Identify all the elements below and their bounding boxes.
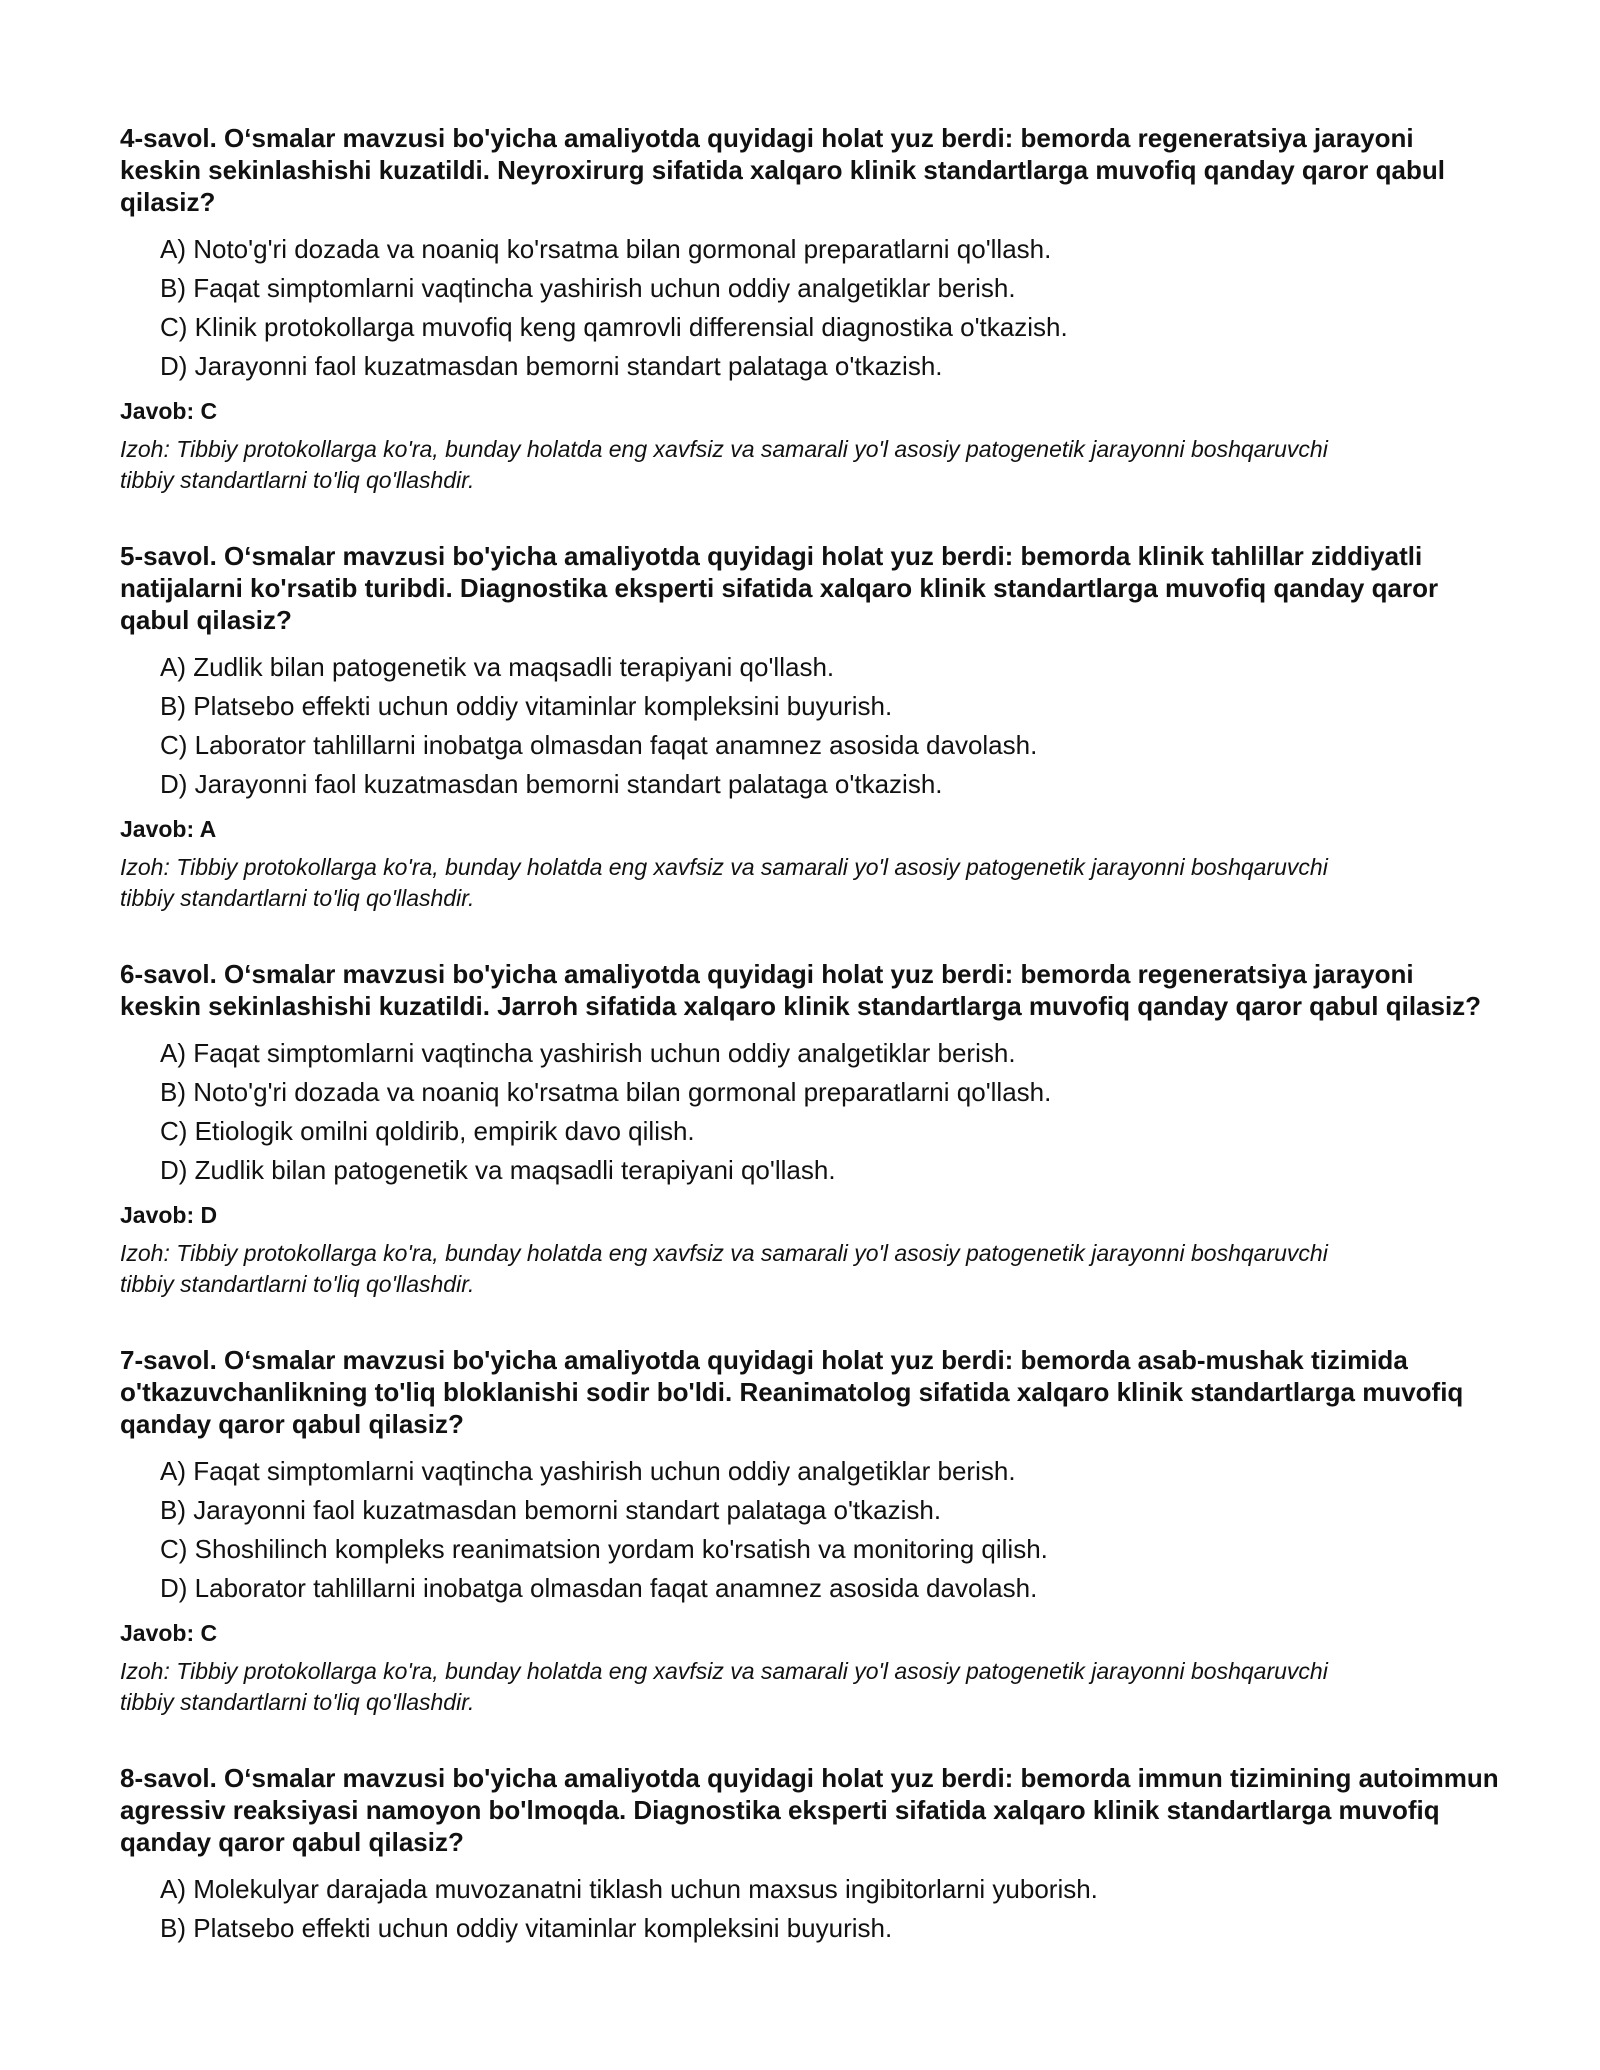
option-a: A) Faqat simptomlarni vaqtincha yashirish uchun oddiy analgetiklar berish. — [160, 1038, 1016, 1068]
option-a: A) Faqat simptomlarni vaqtincha yashirish uchun oddiy analgetiklar berish. — [160, 1456, 1016, 1486]
answer-line: Javob: C — [120, 1620, 218, 1646]
option-a: A) Molekulyar darajada muvozanatni tiklash uchun maxsus ingibitorlarni yuborish. — [160, 1874, 1098, 1904]
document-page — [120, 122, 1500, 1992]
option-b: B) Platsebo effekti uchun oddiy vitaminlar kompleksini buyurish. — [160, 691, 893, 721]
option-c: C) Klinik protokollarga muvofiq keng qamrovli differensial diagnostika o'tkazish. — [160, 312, 1068, 342]
question-block-8 — [120, 1762, 1500, 1948]
question-block-6 — [120, 958, 1500, 1300]
question-block-4 — [120, 122, 1500, 496]
option-d: D) Laborator tahlillarni inobatga olmasdan faqat anamnez asosida davolash. — [160, 1573, 1038, 1603]
question-title: 8-savol. O‘smalar mavzusi bo'yicha amaliyotda quyidagi holat yuz berdi: bemorda immun tizimining autoimmun agressiv reaksiyasi namoyon bo'lmoqda. Diagnostika eksperti sifatida xalqaro klinik standartlarga muvofiq qanday qaror qabul qilasiz? — [120, 1763, 1499, 1857]
explanation-text: Izoh: Tibbiy protokollarga ko'ra, bunday holatda eng xavfsiz va samarali yo'l asosiy patogenetik jarayonni boshqaruvchi tibbiy standartlarni to'liq qo'llashdir. — [120, 1240, 1328, 1297]
options-list — [120, 1452, 1500, 1608]
answer-line: Javob: A — [120, 816, 217, 842]
question-block-5 — [120, 540, 1500, 914]
option-b: B) Platsebo effekti uchun oddiy vitaminlar kompleksini buyurish. — [160, 1913, 893, 1943]
option-c: C) Laborator tahlillarni inobatga olmasdan faqat anamnez asosida davolash. — [160, 730, 1038, 760]
question-title: 4-savol. O‘smalar mavzusi bo'yicha amaliyotda quyidagi holat yuz berdi: bemorda regeneratsiya jarayoni keskin sekinlashishi kuzatildi. Neyroxirurg sifatida xalqaro klinik standartlarga muvofiq qanday qaror qabul qilasiz? — [120, 123, 1445, 217]
question-block-7 — [120, 1344, 1500, 1718]
option-d: D) Zudlik bilan patogenetik va maqsadli terapiyani qo'llash. — [160, 1155, 836, 1185]
options-list — [120, 230, 1500, 386]
options-list — [120, 648, 1500, 804]
option-b: B) Noto'g'ri dozada va noaniq ko'rsatma bilan gormonal preparatlarni qo'llash. — [160, 1077, 1052, 1107]
option-d: D) Jarayonni faol kuzatmasdan bemorni standart palataga o'tkazish. — [160, 769, 943, 799]
answer-line: Javob: D — [120, 1202, 218, 1228]
question-title: 6-savol. O‘smalar mavzusi bo'yicha amaliyotda quyidagi holat yuz berdi: bemorda regeneratsiya jarayoni keskin sekinlashishi kuzatildi. Jarroh sifatida xalqaro klinik standartlarga muvofiq qanday qaror qabul qilasiz? — [120, 959, 1482, 1021]
option-a: A) Zudlik bilan patogenetik va maqsadli terapiyani qo'llash. — [160, 652, 835, 682]
option-d: D) Jarayonni faol kuzatmasdan bemorni standart palataga o'tkazish. — [160, 351, 943, 381]
explanation-text: Izoh: Tibbiy protokollarga ko'ra, bunday holatda eng xavfsiz va samarali yo'l asosiy patogenetik jarayonni boshqaruvchi tibbiy standartlarni to'liq qo'llashdir. — [120, 1658, 1328, 1715]
options-list — [120, 1870, 1500, 1948]
options-list — [120, 1034, 1500, 1190]
option-b: B) Faqat simptomlarni vaqtincha yashirish uchun oddiy analgetiklar berish. — [160, 273, 1016, 303]
option-c: C) Etiologik omilni qoldirib, empirik davo qilish. — [160, 1116, 695, 1146]
question-title: 5-savol. O‘smalar mavzusi bo'yicha amaliyotda quyidagi holat yuz berdi: bemorda klinik tahlillar ziddiyatli natijalarni ko'rsatib turibdi. Diagnostika eksperti sifatida xalqaro klinik standartlarga muvofiq qanday qaror qabul qilasiz? — [120, 541, 1439, 635]
option-a: A) Noto'g'ri dozada va noaniq ko'rsatma bilan gormonal preparatlarni qo'llash. — [160, 234, 1052, 264]
explanation-text: Izoh: Tibbiy protokollarga ko'ra, bunday holatda eng xavfsiz va samarali yo'l asosiy patogenetik jarayonni boshqaruvchi tibbiy standartlarni to'liq qo'llashdir. — [120, 436, 1328, 493]
answer-line: Javob: C — [120, 398, 218, 424]
option-b: B) Jarayonni faol kuzatmasdan bemorni standart palataga o'tkazish. — [160, 1495, 942, 1525]
question-title: 7-savol. O‘smalar mavzusi bo'yicha amaliyotda quyidagi holat yuz berdi: bemorda asab-mushak tizimida o'tkazuvchanlikning to'liq bloklanishi sodir bo'ldi. Reanimatolog sifatida xalqaro klinik standartlarga muvofiq qanday qaror qabul qilasiz? — [120, 1345, 1464, 1439]
option-c: C) Shoshilinch kompleks reanimatsion yordam ko'rsatish va monitoring qilish. — [160, 1534, 1048, 1564]
explanation-text: Izoh: Tibbiy protokollarga ko'ra, bunday holatda eng xavfsiz va samarali yo'l asosiy patogenetik jarayonni boshqaruvchi tibbiy standartlarni to'liq qo'llashdir. — [120, 854, 1328, 911]
